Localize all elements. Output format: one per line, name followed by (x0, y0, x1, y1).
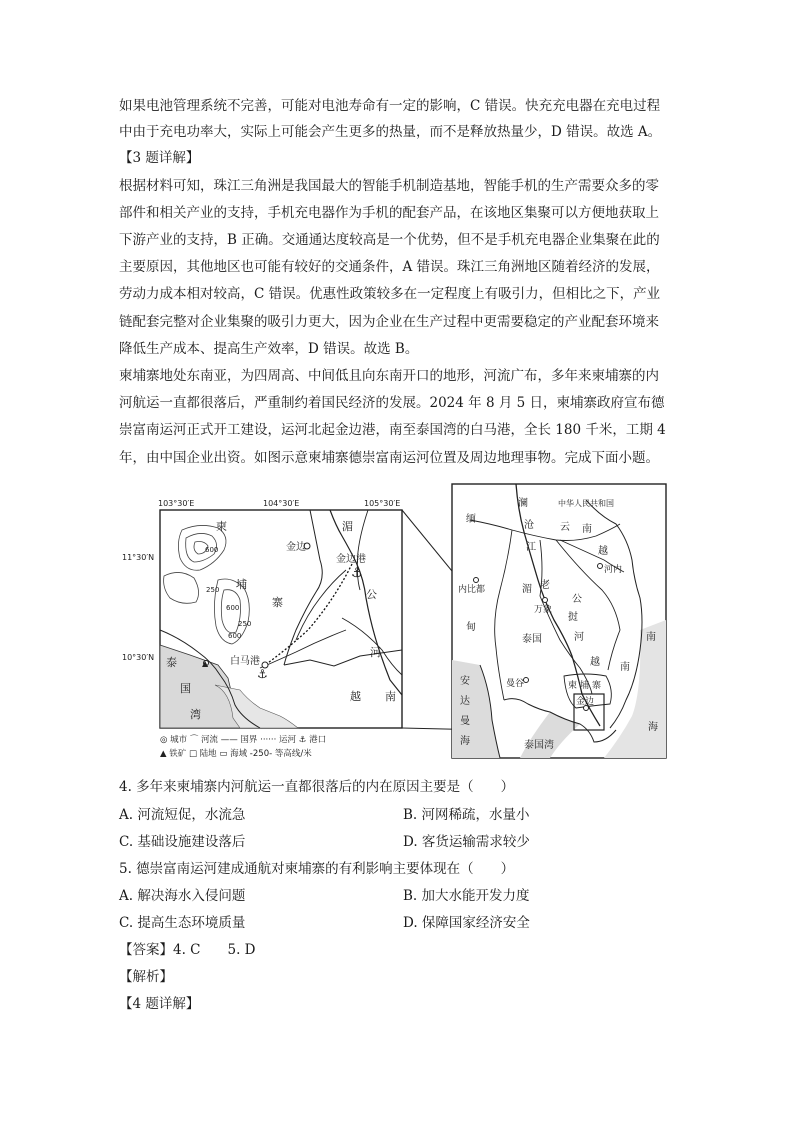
question-option[interactable]: C. 提高生态环境质量 (119, 915, 246, 931)
place-name: 海 (648, 722, 658, 733)
text-line: 如果电池管理系统不完善，可能对电池寿命有一定的影响，C 错误。快充充电器在充电过程 (119, 98, 661, 114)
lon-label: 104°30′E (263, 499, 300, 508)
left-map (122, 499, 402, 728)
place-name: 越 (590, 657, 600, 668)
place-name: 南 (620, 662, 630, 673)
anchor-icon: ⚓ (257, 667, 268, 681)
text-line: 根据材料可知，珠江三角洲是我国最大的智能手机制造基地，智能手机的生产需要众多的零 (119, 178, 659, 194)
place-name: 中华人民共和国 (558, 499, 614, 508)
place-name: 埔 (236, 578, 247, 591)
text-line: 部件和相关产业的支持，手机充电器作为手机的配套产品，在该地区集聚可以方便地获取上 (119, 205, 659, 221)
place-name: 缅 (466, 514, 476, 525)
place-name: 国 (180, 682, 191, 695)
place-name: 达 (460, 696, 470, 707)
text-line: 中由于充电功率大，实际上可能会产生更多的热量，而不是释放热量少，D 错误。故选 A。 (119, 124, 662, 140)
city-name: 白马港 (230, 656, 260, 667)
place-name: 埔 (580, 681, 590, 691)
place-name: 泰国 (522, 634, 542, 645)
question-option[interactable]: C. 基础设施建设落后 (119, 834, 246, 850)
city-name: 曼谷 (506, 679, 525, 689)
lat-label: 10°30′N (122, 653, 155, 662)
place-name: 河 (370, 646, 381, 659)
place-name: 甸 (466, 622, 476, 633)
place-name: 沧 (524, 520, 534, 531)
text-line: 年，由中国企业出资。如图示意柬埔寨德崇富南运河位置及周边地理事物。完成下面小题。 (119, 450, 659, 466)
detail-heading: 【4 题详解】 (119, 996, 200, 1012)
place-name: 公 (572, 594, 582, 605)
text-line: 下游产业的支持，B 正确。交通通达度较高是一个优势，但不是手机充电器企业集聚在此的 (119, 232, 660, 248)
city-name: 河内 (604, 565, 623, 575)
place-name: 江 (526, 542, 536, 553)
place-name: 越 (350, 690, 361, 703)
city-name: 金边 (286, 542, 306, 553)
place-name: 挝 (568, 612, 578, 623)
text-line: 链配套完整对企业集聚的吸引力更大，因为企业在生产过程中更需要稳定的产业配套环境来 (119, 314, 659, 330)
contour-label: 250 (238, 620, 252, 628)
place-name: 泰 (166, 656, 177, 669)
lon-label: 105°30′E (364, 499, 401, 508)
place-name: 公 (366, 588, 377, 601)
place-name: 南 (385, 690, 396, 703)
question-option[interactable]: B. 河网稀疏，水量小 (403, 807, 530, 823)
analysis-heading: 【解析】 (119, 969, 173, 985)
text-line: 柬埔寨地处东南亚，为四周高、中间低且向东南开口的地形，河流广布，多年来柬埔寨的内 (119, 368, 659, 384)
place-name: 安 (460, 676, 470, 687)
place-name: 海 (460, 736, 470, 747)
text-line: 降低生产成本、提高生产效率，D 错误。故选 B。 (119, 341, 419, 357)
place-name: 老 (540, 580, 550, 591)
place-name: 湄 (342, 520, 353, 533)
iron-mine-icon: ▲ (202, 659, 209, 668)
place-name: 曼 (460, 716, 470, 727)
place-name: 寨 (272, 596, 283, 609)
place-name: 湾 (190, 708, 201, 721)
question-option[interactable]: D. 客货运输需求较少 (403, 834, 530, 850)
contour-label: 600 (228, 632, 242, 640)
question-option[interactable]: A. 解决海水入侵问题 (119, 888, 246, 904)
text-line: 崇富南运河正式开工建设，运河北起金边港，南至泰国湾的白马港，全长 180 千米，工期 4 (119, 422, 666, 438)
text-line: 主要原因，其他地区也可能有较好的交通条件，A 错误。珠江三角洲地区随着经济的发展， (119, 259, 660, 275)
legend-row: ▲ 铁矿 □ 陆地 ▭ 海域 -250- 等高线/米 (160, 749, 312, 759)
city-name: 金边 (576, 697, 595, 707)
lat-label: 11°30′N (122, 553, 155, 562)
place-name: 寨 (592, 681, 602, 691)
city-name: 万象 (534, 605, 553, 615)
city-name: 金边港 (336, 554, 366, 565)
contour-label: 600 (226, 604, 240, 612)
question-stem: 5. 德崇富南运河建成通航对柬埔寨的有利影响主要体现在（ ） (119, 861, 515, 877)
question-option[interactable]: D. 保障国家经济安全 (403, 915, 530, 931)
answer-line: 【答案】4. C 5. D (119, 942, 256, 958)
place-name: 泰国湾 (524, 740, 554, 751)
city-name: 内比都 (458, 585, 486, 595)
text-line: 河航运一直都很落后，严重制约着国民经济的发展。2024 年 8 月 5 日，柬埔寨政府宣布德 (119, 395, 665, 411)
place-name: 南 (646, 632, 656, 643)
place-name: 柬 (216, 520, 227, 533)
place-name: 澜 (518, 498, 528, 509)
text-line: 劳动力成本相对较高，C 错误。优惠性政策较多在一定程度上有吸引力，但相比之下，产业 (119, 286, 661, 302)
place-name: 云 (560, 522, 570, 533)
place-name: 越 (598, 546, 608, 557)
question-option[interactable]: B. 加大水能开发力度 (403, 888, 530, 904)
place-name: 河 (574, 632, 584, 643)
question-option[interactable]: A. 河流短促，水流急 (119, 807, 246, 823)
contour-label: 600 (205, 546, 219, 554)
place-name: 南 (582, 524, 592, 535)
place-name: 湄 (522, 584, 532, 595)
right-map (452, 484, 666, 758)
legend-row: ◎ 城市 ⌒ 河流 —— 国界 ······ 运河 ⚓ 港口 (160, 735, 327, 745)
lon-label: 103°30′E (158, 499, 195, 508)
anchor-icon: ⚓ (351, 566, 363, 581)
map-figure (120, 480, 680, 770)
section-heading: 【3 题详解】 (119, 150, 200, 166)
question-stem: 4. 多年来柬埔寨内河航运一直都很落后的内在原因主要是（ ） (119, 779, 515, 795)
contour-label: 250 (206, 586, 220, 594)
place-name: 柬 (568, 681, 578, 691)
